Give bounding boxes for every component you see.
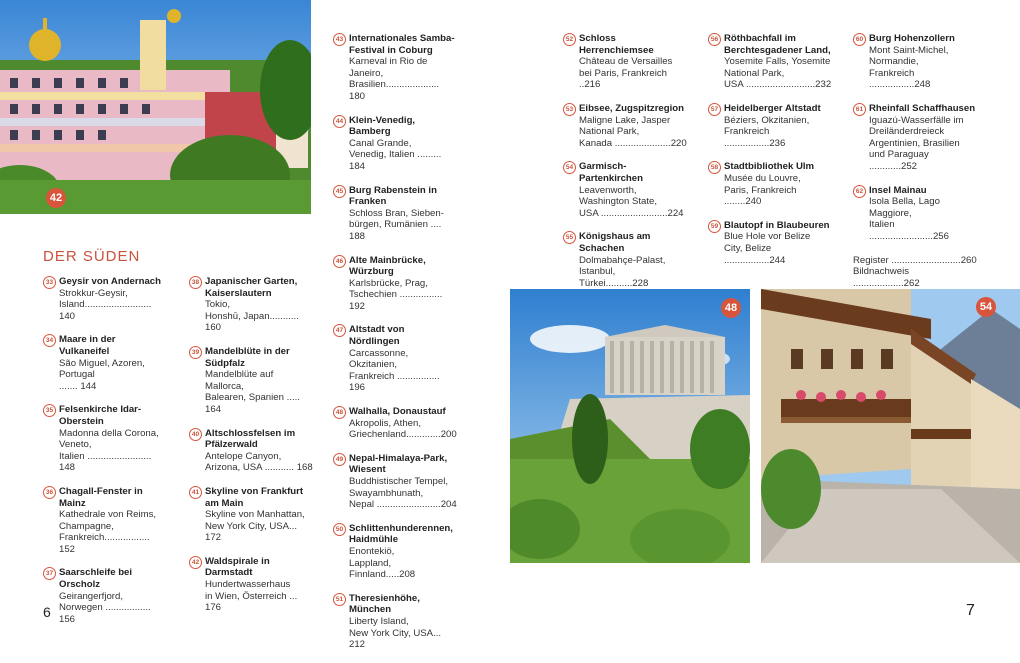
page-number-right: 7 bbox=[966, 602, 975, 619]
entry-number: 37 bbox=[43, 567, 56, 580]
toc-entry[interactable] bbox=[563, 103, 687, 149]
entry-number: 60 bbox=[853, 33, 866, 46]
toc-entry[interactable] bbox=[563, 33, 687, 91]
entry-page: und Paraguay ............252 bbox=[869, 149, 929, 172]
toc-entry[interactable] bbox=[43, 567, 167, 625]
entry-title: Insel Mainau bbox=[869, 184, 927, 196]
entry-page: City, Belize .................244 bbox=[724, 242, 786, 266]
entry-page: New York City, USA... 172 bbox=[205, 520, 298, 544]
entry-page: Paris, Frankreich ........240 bbox=[724, 184, 797, 208]
toc-entry[interactable] bbox=[853, 185, 977, 243]
entry-title: Schlittenhunderennen, Haidmühle bbox=[349, 522, 453, 546]
entry-page: Frankreich .................236 bbox=[724, 126, 786, 149]
entry-title: Mandelblüte in der Südpfalz bbox=[205, 345, 290, 369]
entry-title: Maare in der Vulkaneifel bbox=[59, 334, 116, 357]
entry-comparison: Yosemite Falls, Yosemite National Park, bbox=[724, 56, 831, 79]
entry-page: Tschechien ................ 192 bbox=[349, 289, 443, 312]
entry-number: 40 bbox=[189, 428, 202, 441]
entry-number: 42 bbox=[189, 556, 202, 569]
entry-title: Rheinfall Schaffhausen bbox=[869, 102, 976, 114]
entry-comparison: Mont Saint-Michel, Normandie, bbox=[869, 44, 949, 68]
garmisch-photo bbox=[761, 289, 1020, 563]
toc-entry[interactable] bbox=[189, 346, 313, 416]
toc-entry[interactable] bbox=[189, 556, 313, 614]
toc-entry[interactable] bbox=[708, 161, 832, 207]
entry-number: 54 bbox=[563, 161, 576, 174]
entry-title: Internationales Samba-Festival in Coburg bbox=[349, 33, 455, 56]
entry-title: Felsenkirche Idar-Oberstein bbox=[59, 404, 142, 427]
photo-badge: 42 bbox=[46, 188, 66, 208]
entry-number: 36 bbox=[43, 486, 56, 499]
entry-title: Königshaus am Schachen bbox=[579, 231, 651, 254]
entry-comparison: Akropolis, Athen, bbox=[349, 417, 421, 429]
entry-title: Burg Rabenstein in Franken bbox=[349, 184, 437, 208]
entry-comparison: Skyline von Manhattan, bbox=[205, 509, 305, 521]
entry-number: 33 bbox=[43, 276, 56, 289]
entry-title: Walhalla, Donaustauf bbox=[349, 406, 446, 418]
entry-number: 46 bbox=[333, 255, 346, 268]
entry-comparison: Schloss Bran, Sieben- bbox=[349, 207, 444, 219]
entry-number: 52 bbox=[563, 33, 576, 46]
entry-title: Chagall-Fenster in Mainz bbox=[59, 485, 143, 509]
entry-title: Altschlossfelsen im Pfälzerwald bbox=[205, 427, 296, 451]
toc-entry[interactable] bbox=[333, 324, 457, 394]
toc-entry[interactable] bbox=[853, 103, 977, 173]
entry-number: 49 bbox=[333, 453, 346, 466]
entry-comparison: Iguazú-Wasserfälle im Dreiländerdreieck Argentinien, Brasilien bbox=[869, 114, 964, 149]
entry-page: ....... 144 bbox=[59, 380, 97, 392]
entry-comparison: Maligne Lake, Jasper National Park, bbox=[579, 114, 671, 138]
entry-number: 43 bbox=[333, 33, 346, 46]
entry-comparison: Mandelblüte auf Mallorca, bbox=[205, 369, 274, 392]
toc-column bbox=[853, 33, 977, 312]
entry-page: Frankreich .................248 bbox=[869, 67, 931, 91]
entry-comparison: Dolmabahçe-Palast, bbox=[579, 254, 666, 266]
entry-page: in Wien, Österreich ... 176 bbox=[205, 590, 298, 614]
entry-number: 35 bbox=[43, 404, 56, 417]
entry-number: 53 bbox=[563, 103, 576, 116]
hundertwasserhaus-photo bbox=[0, 0, 311, 214]
entry-number: 56 bbox=[708, 33, 721, 46]
entry-page: bürgen, Rumänien .... 188 bbox=[349, 219, 442, 242]
toc-entry[interactable] bbox=[43, 334, 167, 392]
entry-comparison: Tokio, bbox=[205, 299, 231, 311]
entry-comparison: Carcassonne, Okzitanien, bbox=[349, 347, 409, 371]
entry-page: Frankreich................. 152 bbox=[59, 532, 150, 555]
toc-entry[interactable] bbox=[708, 33, 832, 91]
entry-comparison: Antelope Canyon, bbox=[205, 450, 282, 462]
entry-page: Kanada .....................220 bbox=[579, 137, 687, 149]
toc-entry[interactable] bbox=[333, 523, 457, 581]
entry-page: Lappland, Finnland.....208 bbox=[349, 557, 416, 581]
hundertwasserhaus-illustration bbox=[0, 0, 311, 214]
entry-number: 51 bbox=[333, 593, 346, 606]
photo-badge: 48 bbox=[721, 298, 741, 318]
entry-number: 44 bbox=[333, 115, 346, 128]
entry-title: Klein-Venedig, Bamberg bbox=[349, 114, 416, 138]
toc-entry[interactable] bbox=[333, 185, 457, 243]
entry-title: Nepal-Himalaya-Park, Wiesent bbox=[349, 452, 448, 476]
entry-title: Garmisch-Partenkirchen bbox=[579, 161, 643, 184]
entry-page: Istanbul, Türkei..........228 bbox=[579, 266, 649, 289]
page-number-left: 6 bbox=[43, 604, 51, 620]
toc-entry[interactable] bbox=[43, 276, 167, 322]
entry-number: 58 bbox=[708, 161, 721, 174]
toc-entry[interactable] bbox=[333, 593, 457, 651]
entry-title: Heidelberger Altstadt bbox=[724, 102, 821, 114]
entry-page: Brasilien.................... 180 bbox=[349, 79, 440, 102]
entry-title: Stadtbibliothek Ulm bbox=[724, 161, 815, 173]
entry-page: USA ..........................232 bbox=[724, 79, 832, 91]
entry-title: Skyline von Frankfurt am Main bbox=[205, 485, 304, 509]
entry-comparison: Buddhistischer Tempel, Swayambhunath, bbox=[349, 476, 449, 499]
entry-comparison: Isola Bella, Lago Maggiore, bbox=[869, 196, 940, 219]
toc-entry[interactable] bbox=[43, 404, 167, 474]
entry-number: 62 bbox=[853, 185, 866, 198]
entry-title: Theresienhöhe, München bbox=[349, 592, 420, 616]
toc-entry[interactable] bbox=[853, 33, 977, 91]
entry-number: 55 bbox=[563, 231, 576, 244]
register-entry[interactable]: Register ..........................260 bbox=[853, 254, 977, 266]
entry-title: Saarschleife bei Orscholz bbox=[59, 567, 133, 591]
toc-entry[interactable] bbox=[708, 220, 832, 266]
toc-column bbox=[708, 33, 832, 278]
photo-badge: 54 bbox=[976, 297, 996, 317]
entry-comparison: São Miguel, Azoren, Portugal bbox=[59, 357, 145, 381]
entry-number: 59 bbox=[708, 220, 721, 233]
entry-number: 61 bbox=[853, 103, 866, 116]
toc-column bbox=[43, 276, 167, 637]
toc-entry[interactable] bbox=[333, 406, 457, 441]
entry-page: bei Paris, Frankreich ..216 bbox=[579, 67, 667, 91]
entry-page: Italien ........................ 148 bbox=[59, 450, 152, 474]
entry-number: 34 bbox=[43, 334, 56, 347]
entry-title: Japanischer Garten, Kaiserslautern bbox=[205, 276, 298, 299]
entry-page: Griechenland.............200 bbox=[349, 429, 457, 441]
section-title: DER SÜDEN bbox=[43, 248, 141, 265]
toc-column bbox=[189, 276, 313, 626]
toc-entry[interactable] bbox=[333, 33, 457, 103]
entry-title: Burg Hohenzollern bbox=[869, 33, 955, 44]
toc-entry[interactable] bbox=[189, 428, 313, 474]
entry-page: Venedig, Italien ......... 184 bbox=[349, 149, 442, 172]
toc-entry[interactable] bbox=[189, 486, 313, 544]
entry-comparison: Château de Versailles bbox=[579, 56, 673, 68]
entry-page: Balearen, Spanien ..... 164 bbox=[205, 392, 300, 415]
entry-page: Nepal ........................204 bbox=[349, 499, 457, 511]
entry-title: Alte Mainbrücke, Würzburg bbox=[349, 254, 426, 278]
entry-number: 45 bbox=[333, 185, 346, 198]
toc-entry[interactable] bbox=[43, 486, 167, 556]
entry-comparison: Musée du Louvre, bbox=[724, 172, 801, 184]
entry-page: Frankreich ................ 196 bbox=[349, 370, 440, 394]
toc-entry[interactable] bbox=[333, 255, 457, 313]
entry-title: Röthbachfall im Berchtesgadener Land, bbox=[724, 33, 831, 56]
entry-number: 50 bbox=[333, 523, 346, 536]
entry-comparison: Enontekiö, bbox=[349, 545, 395, 557]
entry-comparison: Karneval in Rio de Janeiro, bbox=[349, 56, 428, 79]
entry-number: 57 bbox=[708, 103, 721, 116]
toc-entry[interactable] bbox=[333, 453, 457, 511]
entry-page: New York City, USA... 212 bbox=[349, 627, 442, 651]
entry-comparison: Canal Grande, bbox=[349, 137, 412, 149]
entry-number: 38 bbox=[189, 276, 202, 289]
entry-comparison: Hundertwasserhaus bbox=[205, 579, 291, 591]
bildnachweis-entry[interactable]: Bildnachweis ...................262 bbox=[853, 266, 920, 289]
toc-column bbox=[333, 33, 457, 663]
entry-comparison: Strokkur-Geysir, bbox=[59, 287, 128, 299]
entry-comparison: Karlsbrücke, Prag, bbox=[349, 277, 428, 289]
entry-page: USA .........................224 bbox=[579, 207, 684, 219]
walhalla-illustration bbox=[510, 289, 750, 563]
entry-number: 47 bbox=[333, 324, 346, 337]
entry-comparison: Leavenworth, Washington State, bbox=[579, 184, 658, 208]
toc-entry[interactable] bbox=[708, 103, 832, 149]
entry-title: Schloss Herrenchiemsee bbox=[579, 33, 654, 56]
toc-entry[interactable] bbox=[563, 231, 687, 289]
entry-title: Eibsee, Zugspitzregion bbox=[579, 102, 685, 114]
entry-comparison: Madonna della Corona, Veneto, bbox=[59, 427, 159, 451]
toc-column bbox=[563, 33, 687, 301]
garmisch-illustration bbox=[761, 289, 1020, 563]
entry-comparison: Liberty Island, bbox=[349, 615, 409, 627]
toc-entry[interactable] bbox=[333, 115, 457, 173]
entry-number: 48 bbox=[333, 406, 346, 419]
entry-title: Geysir von Andernach bbox=[59, 276, 162, 287]
entry-page: Island......................... 140 bbox=[59, 299, 152, 322]
entry-comparison: Geirangerfjord, bbox=[59, 590, 123, 602]
walhalla-photo bbox=[510, 289, 750, 563]
entry-number: 39 bbox=[189, 346, 202, 359]
entry-page: Italien ........................256 bbox=[869, 219, 949, 242]
toc-entry[interactable] bbox=[189, 276, 313, 334]
entry-page: Norwegen ................. 156 bbox=[59, 602, 151, 625]
toc-entry[interactable] bbox=[563, 161, 687, 219]
entry-page: Honshū, Japan........... 160 bbox=[205, 310, 299, 334]
entry-comparison: Kathedrale von Reims, Champagne, bbox=[59, 509, 157, 532]
entry-title: Waldspirale in Darmstadt bbox=[205, 555, 270, 579]
entry-page: Arizona, USA ........... 168 bbox=[205, 462, 313, 474]
entry-title: Altstadt von Nördlingen bbox=[349, 324, 405, 348]
entry-comparison: Béziers, Okzitanien, bbox=[724, 114, 810, 126]
entry-title: Blautopf in Blaubeuren bbox=[724, 219, 830, 231]
entry-number: 41 bbox=[189, 486, 202, 499]
entry-comparison: Blue Hole vor Belize bbox=[724, 231, 811, 243]
